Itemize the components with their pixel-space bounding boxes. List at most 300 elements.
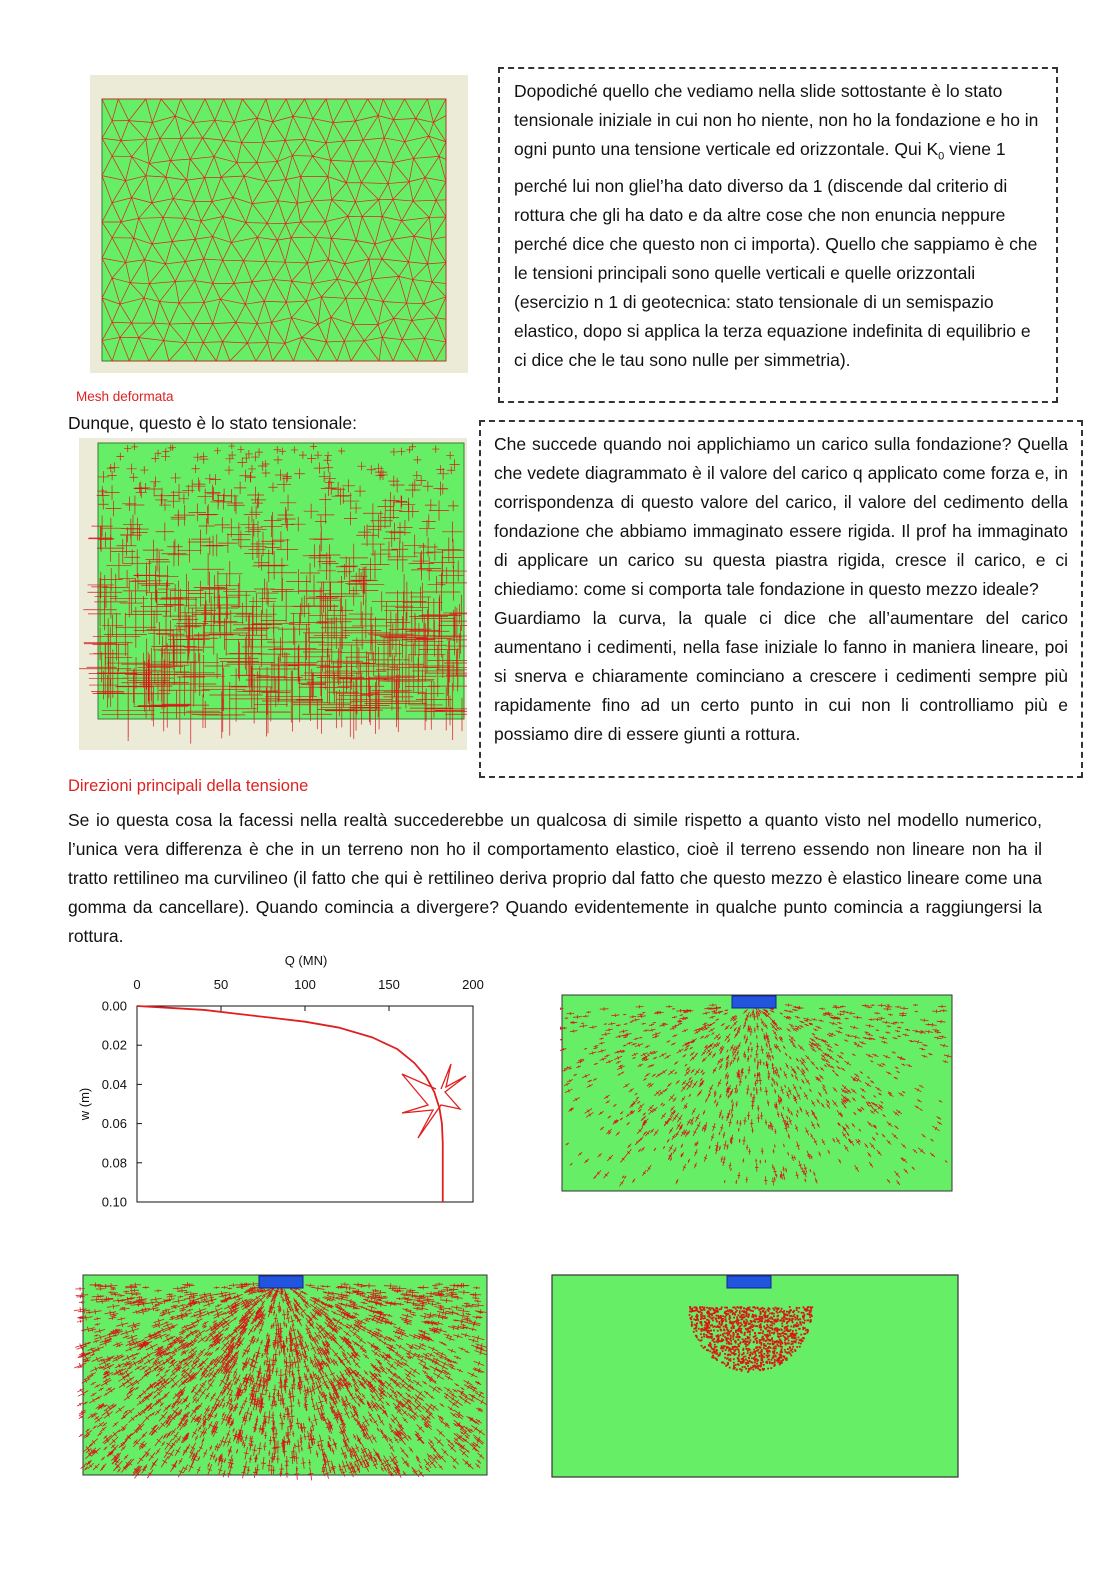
plastic-point (715, 1357, 717, 1359)
plastic-point (759, 1339, 761, 1341)
plastic-point (807, 1329, 809, 1331)
plastic-point (689, 1314, 691, 1316)
plastic-point (761, 1316, 763, 1318)
plastic-point (707, 1349, 709, 1351)
plastic-point (800, 1343, 802, 1345)
chart-y-tick-label: 0.00 (101, 998, 127, 1014)
plastic-point (777, 1312, 779, 1314)
plastic-point (743, 1359, 745, 1361)
plastic-point (711, 1307, 713, 1309)
plastic-point (787, 1335, 789, 1337)
plastic-point (754, 1353, 756, 1355)
text-box-initial-stress (498, 67, 1058, 403)
plastic-point (737, 1333, 739, 1335)
plastic-point (722, 1333, 724, 1335)
plastic-point (705, 1330, 707, 1332)
plastic-point (712, 1313, 714, 1315)
plastic-point (804, 1333, 806, 1335)
plastic-point (750, 1352, 752, 1354)
plastic-point (796, 1339, 798, 1341)
plastic-point (711, 1336, 713, 1338)
plastic-point (726, 1340, 728, 1342)
plastic-point (722, 1320, 724, 1322)
plastic-point (745, 1311, 747, 1313)
plastic-point (803, 1306, 805, 1308)
stress-field-image-1 (560, 993, 954, 1195)
plastic-point (795, 1319, 797, 1321)
plastic-point (716, 1311, 718, 1313)
plastic-point (724, 1332, 726, 1334)
plastic-point (769, 1331, 771, 1333)
plastic-point (701, 1324, 703, 1326)
plastic-point (752, 1329, 754, 1331)
plastic-point (733, 1326, 735, 1328)
plastic-point (753, 1349, 755, 1351)
plastic-point (793, 1341, 795, 1343)
plastic-point (788, 1313, 790, 1315)
plastic-point (781, 1308, 783, 1310)
plastic-point (760, 1329, 762, 1331)
plastic-point (786, 1322, 788, 1324)
plastic-point (707, 1315, 709, 1317)
plastic-point (748, 1315, 750, 1317)
plastic-point (751, 1357, 753, 1359)
plastic-point (738, 1349, 740, 1351)
box1-text-pre: Dopodiché quello che vediamo nella slide sottostante è lo stato tensionale iniziale in cui non ho niente, non ho la fondazione e ho in ogni punto una tensione verticale ed orizzontale. Qui K (514, 81, 1039, 159)
plastic-point (745, 1355, 747, 1357)
plastic-point (743, 1352, 745, 1354)
plastic-point (749, 1334, 751, 1336)
plastic-point (731, 1327, 733, 1329)
plastic-point (807, 1313, 809, 1315)
plastic-point (753, 1316, 755, 1318)
plastic-point (745, 1319, 747, 1321)
plastic-point (721, 1320, 723, 1322)
plastic-point (742, 1338, 744, 1340)
plastic-point (729, 1315, 731, 1317)
plastic-point (786, 1327, 788, 1329)
plastic-point (724, 1316, 726, 1318)
plastic-point (724, 1363, 726, 1365)
plastic-point (720, 1308, 722, 1310)
plastic-point (723, 1329, 725, 1331)
plastic-point (727, 1357, 729, 1359)
plastic-point (702, 1329, 704, 1331)
plastic-point (776, 1341, 778, 1343)
plastic-point (747, 1337, 749, 1339)
plastic-point (715, 1307, 717, 1309)
plastic-point (713, 1329, 715, 1331)
plastic-point (726, 1343, 728, 1345)
plastic-point (696, 1330, 698, 1332)
plastic-point (747, 1336, 749, 1338)
plastic-point (750, 1320, 752, 1322)
plastic-point (754, 1319, 756, 1321)
plastic-point (722, 1347, 724, 1349)
plastic-point (810, 1311, 812, 1313)
plastic-point (782, 1320, 784, 1322)
plastic-point (774, 1361, 776, 1363)
plastic-point (769, 1350, 771, 1352)
plastic-point (747, 1307, 749, 1309)
plastic-point (733, 1362, 735, 1364)
plastic-point (778, 1341, 780, 1343)
plastic-point (705, 1334, 707, 1336)
plastic-point (756, 1340, 758, 1342)
plastic-point (802, 1328, 804, 1330)
plastic-point (727, 1354, 729, 1356)
plastic-point (697, 1319, 699, 1321)
plastic-point (716, 1353, 718, 1355)
plastic-point (762, 1330, 764, 1332)
plastic-point (785, 1314, 787, 1316)
plastic-point (787, 1337, 789, 1339)
chart-x-tick-label: 150 (378, 977, 400, 992)
plastic-point (753, 1341, 755, 1343)
plastic-point (713, 1352, 715, 1354)
plastic-point (695, 1319, 697, 1321)
plastic-point (763, 1308, 765, 1310)
plastic-point (771, 1324, 773, 1326)
plastic-point (765, 1328, 767, 1330)
plastic-point (761, 1349, 763, 1351)
plastic-point (736, 1346, 738, 1348)
plastic-zone-figure (549, 1272, 963, 1482)
plastic-point (783, 1316, 785, 1318)
plastic-point (730, 1330, 732, 1332)
plastic-point (766, 1349, 768, 1351)
plastic-point (791, 1341, 793, 1343)
plastic-point (737, 1324, 739, 1326)
plastic-point (759, 1355, 761, 1357)
plastic-point (761, 1351, 763, 1353)
plastic-point (722, 1350, 724, 1352)
plastic-point (763, 1353, 765, 1355)
plastic-point (745, 1341, 747, 1343)
plastic-point (752, 1362, 754, 1364)
plastic-point (695, 1306, 697, 1308)
plastic-point (772, 1348, 774, 1350)
plastic-point (764, 1321, 766, 1323)
plastic-point (720, 1334, 722, 1336)
plastic-point (803, 1337, 805, 1339)
plastic-point (779, 1357, 781, 1359)
plastic-point (773, 1309, 775, 1311)
plastic-point (762, 1310, 764, 1312)
plastic-point (774, 1342, 776, 1344)
plastic-point (760, 1308, 762, 1310)
plastic-point (792, 1311, 794, 1313)
plastic-point (728, 1347, 730, 1349)
text-box-loading (479, 420, 1083, 778)
plastic-point (749, 1323, 751, 1325)
plastic-point (767, 1343, 769, 1345)
plastic-point (783, 1310, 785, 1312)
plastic-point (747, 1352, 749, 1354)
plastic-point (791, 1348, 793, 1350)
plastic-point (759, 1319, 761, 1321)
plastic-point (722, 1318, 724, 1320)
plastic-point (799, 1346, 801, 1348)
plastic-point (763, 1343, 765, 1345)
plastic-point (773, 1313, 775, 1315)
plastic-point (783, 1357, 785, 1359)
plastic-point (769, 1318, 771, 1320)
plastic-point (740, 1322, 742, 1324)
plastic-point (799, 1318, 801, 1320)
plastic-point (700, 1321, 702, 1323)
plastic-point (803, 1314, 805, 1316)
plastic-point (754, 1321, 756, 1323)
plastic-point (766, 1326, 768, 1328)
plastic-point (703, 1336, 705, 1338)
plastic-point (705, 1323, 707, 1325)
plastic-point (809, 1316, 811, 1318)
mesh-image (90, 75, 468, 373)
plastic-point (800, 1334, 802, 1336)
plastic-point (747, 1344, 749, 1346)
plastic-point (720, 1324, 722, 1326)
plastic-point (691, 1324, 693, 1326)
plastic-point (696, 1309, 698, 1311)
chart-y-tick-label: 0.10 (101, 1194, 127, 1210)
plastic-point (780, 1344, 782, 1346)
plastic-point (763, 1347, 765, 1349)
plastic-point (753, 1325, 755, 1327)
plastic-point (779, 1320, 781, 1322)
plastic-point (770, 1321, 772, 1323)
plastic-point (773, 1323, 775, 1325)
plastic-point (743, 1311, 745, 1313)
plastic-point (771, 1322, 773, 1324)
plastic-point (745, 1346, 747, 1348)
plastic-point (742, 1366, 744, 1368)
plastic-point (699, 1340, 701, 1342)
plastic-point (774, 1350, 776, 1352)
plastic-point (750, 1339, 752, 1341)
plastic-point (737, 1363, 739, 1365)
plastic-point (693, 1318, 695, 1320)
plastic-point (792, 1346, 794, 1348)
plastic-point (792, 1330, 794, 1332)
plastic-point (764, 1334, 766, 1336)
plastic-point (811, 1315, 813, 1317)
plastic-point (711, 1356, 713, 1358)
plastic-point (701, 1337, 703, 1339)
plastic-point (735, 1348, 737, 1350)
plastic-point (710, 1333, 712, 1335)
plastic-point (715, 1326, 717, 1328)
plastic-point (741, 1324, 743, 1326)
plastic-point (708, 1322, 710, 1324)
plastic-point (767, 1321, 769, 1323)
plastic-point (756, 1360, 758, 1362)
plastic-point (727, 1310, 729, 1312)
chart-y-tick-label: 0.04 (101, 1076, 127, 1092)
plastic-point (725, 1320, 727, 1322)
plastic-point (699, 1306, 701, 1308)
plastic-point (790, 1355, 792, 1357)
plastic-point (761, 1319, 763, 1321)
plastic-point (784, 1349, 786, 1351)
plastic-point (778, 1336, 780, 1338)
plastic-point (754, 1362, 756, 1364)
plastic-point (778, 1329, 780, 1331)
plastic-point (749, 1341, 751, 1343)
plastic-point (723, 1326, 725, 1328)
plastic-point (781, 1346, 783, 1348)
plastic-point (703, 1333, 705, 1335)
plastic-point (722, 1339, 724, 1341)
plastic-point (773, 1351, 775, 1353)
plastic-point (767, 1338, 769, 1340)
plastic-point (773, 1315, 775, 1317)
plastic-point (808, 1319, 810, 1321)
plastic-point (714, 1325, 716, 1327)
chart-x-tick-label: 100 (294, 977, 316, 992)
plastic-point (802, 1312, 804, 1314)
plastic-point (735, 1320, 737, 1322)
plastic-point (744, 1366, 746, 1368)
plastic-point (757, 1367, 759, 1369)
plastic-point (784, 1328, 786, 1330)
plastic-point (738, 1353, 740, 1355)
plastic-point (782, 1332, 784, 1334)
plastic-point (730, 1358, 732, 1360)
plastic-point (775, 1356, 777, 1358)
plastic-point (749, 1331, 751, 1333)
plastic-point (776, 1352, 778, 1354)
plastic-point (737, 1343, 739, 1345)
chart-x-tick-label: 200 (462, 977, 484, 992)
plastic-point (755, 1367, 757, 1369)
plastic-point (738, 1336, 740, 1338)
plastic-point (769, 1362, 771, 1364)
plastic-point (753, 1336, 755, 1338)
plastic-point (712, 1355, 714, 1357)
plastic-point (770, 1347, 772, 1349)
plastic-point (712, 1339, 714, 1341)
plastic-point (733, 1346, 735, 1348)
load-settlement-chart (70, 948, 500, 1218)
plastic-point (701, 1309, 703, 1311)
plastic-point (797, 1315, 799, 1317)
stress-field-image-2 (73, 1272, 493, 1482)
plastic-point (709, 1336, 711, 1338)
stress-figure (79, 438, 467, 750)
plastic-point (733, 1358, 735, 1360)
plastic-point (786, 1333, 788, 1335)
plastic-point (716, 1350, 718, 1352)
plastic-point (696, 1314, 698, 1316)
plastic-point (772, 1340, 774, 1342)
plastic-point (756, 1318, 758, 1320)
plastic-point (782, 1335, 784, 1337)
plastic-point (716, 1320, 718, 1322)
plastic-point (727, 1313, 729, 1315)
plastic-point (720, 1348, 722, 1350)
plastic-point (775, 1348, 777, 1350)
plastic-point (729, 1318, 731, 1320)
plastic-point (768, 1310, 770, 1312)
plastic-point (766, 1362, 768, 1364)
plastic-point (722, 1315, 724, 1317)
plastic-point (713, 1317, 715, 1319)
plastic-point (722, 1335, 724, 1337)
plastic-point (725, 1349, 727, 1351)
plastic-zone-image (549, 1272, 963, 1482)
plastic-point (802, 1327, 804, 1329)
plastic-point (701, 1317, 703, 1319)
plastic-point (780, 1342, 782, 1344)
plastic-point (726, 1364, 728, 1366)
intro-line: Dunque, questo è lo stato tensionale: (68, 413, 357, 433)
plastic-point (743, 1325, 745, 1327)
plastic-point (796, 1307, 798, 1309)
plastic-point (797, 1319, 799, 1321)
plastic-point (763, 1364, 765, 1366)
plastic-point (790, 1333, 792, 1335)
plastic-point (787, 1318, 789, 1320)
plastic-point (722, 1361, 724, 1363)
plastic-point (739, 1312, 741, 1314)
plastic-point (792, 1315, 794, 1317)
plastic-point (734, 1314, 736, 1316)
plastic-point (706, 1326, 708, 1328)
footing-2 (259, 1276, 303, 1288)
plastic-point (805, 1308, 807, 1310)
plastic-point (735, 1364, 737, 1366)
plastic-point (781, 1325, 783, 1327)
plastic-point (739, 1310, 741, 1312)
plastic-point (710, 1346, 712, 1348)
plastic-point (718, 1335, 720, 1337)
plastic-point (760, 1366, 762, 1368)
plastic-point (744, 1343, 746, 1345)
plastic-point (794, 1337, 796, 1339)
plastic-point (760, 1325, 762, 1327)
plastic-point (740, 1331, 742, 1333)
plastic-point (775, 1307, 777, 1309)
plastic-point (777, 1333, 779, 1335)
plastic-point (753, 1320, 755, 1322)
plastic-point (700, 1333, 702, 1335)
plastic-point (792, 1321, 794, 1323)
plastic-point (742, 1348, 744, 1350)
plastic-point (772, 1318, 774, 1320)
plastic-point (738, 1360, 740, 1362)
plastic-point (720, 1315, 722, 1317)
plastic-point (783, 1330, 785, 1332)
plastic-point (794, 1314, 796, 1316)
plastic-point (789, 1306, 791, 1308)
plastic-point (788, 1320, 790, 1322)
plastic-point (756, 1363, 758, 1365)
plastic-point (765, 1319, 767, 1321)
mesh-caption: Mesh deformata (76, 389, 174, 404)
plastic-point (793, 1326, 795, 1328)
footing-1 (732, 996, 776, 1008)
plastic-point (767, 1368, 769, 1370)
plastic-point (732, 1338, 734, 1340)
plastic-point (789, 1346, 791, 1348)
plastic-point (761, 1359, 763, 1361)
plastic-point (745, 1359, 747, 1361)
plastic-point (730, 1337, 732, 1339)
plastic-point (780, 1310, 782, 1312)
plastic-point (741, 1370, 743, 1372)
plastic-point (754, 1360, 756, 1362)
